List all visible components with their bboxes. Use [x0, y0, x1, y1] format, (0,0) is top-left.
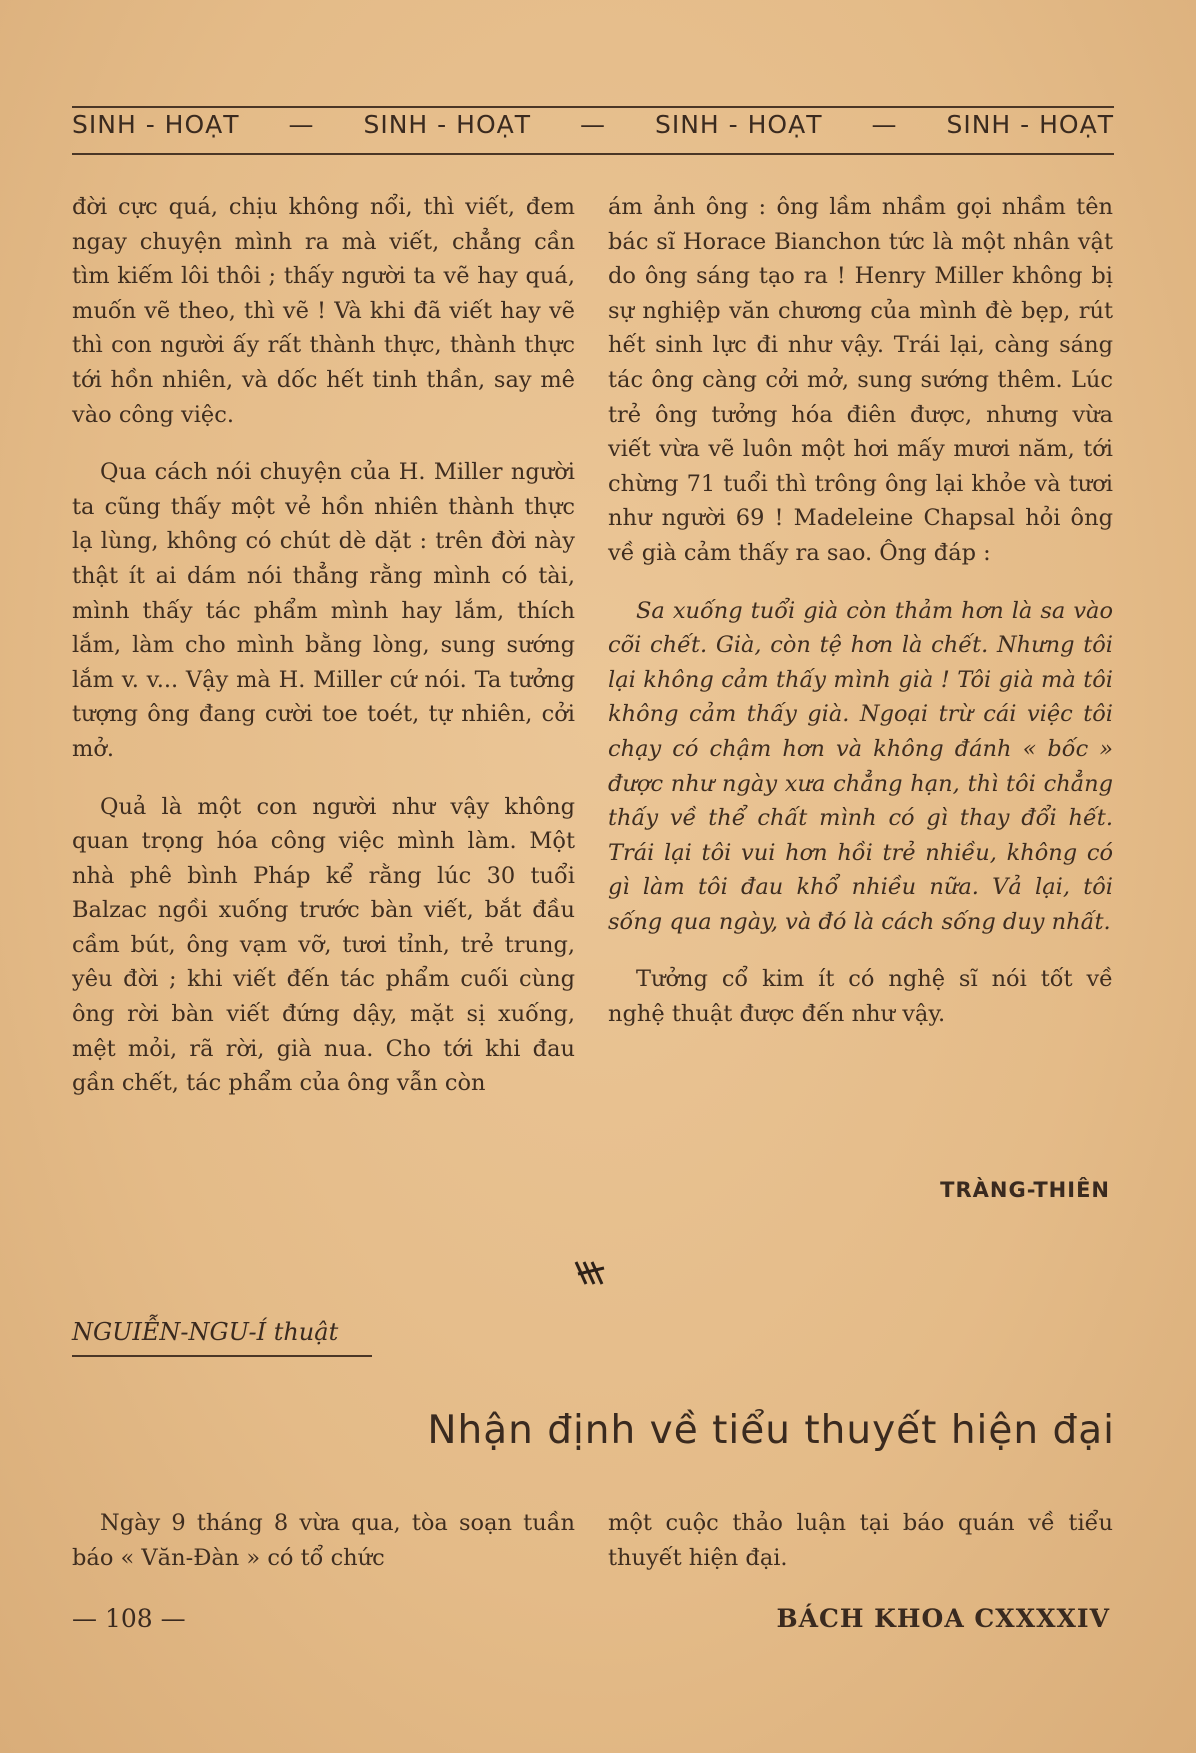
page-number: — 108 — [72, 1604, 186, 1633]
article-title: Nhận định về tiểu thuyết hiện đại [427, 1408, 1115, 1453]
paragraph: đời cực quá, chịu không nổi, thì viết, đem ngay chuyện mình ra mà viết, chẳng cần tìm kiếm lôi thôi ; thấy người ta vẽ hay quá, muốn vẽ theo, thì vẽ ! Và khi đã viết hay vẽ thì con người ấy rất thành thực, thành thực tới hồn nhiên, và dốc hết tinh thần, say mê vào công việc. [72, 194, 575, 428]
author-signature: TRÀNG-THIÊN [940, 1178, 1110, 1202]
paragraph: một cuộc thảo luận tại báo quán về tiểu thuyết hiện đại. [608, 1510, 1113, 1571]
header-item: SINH - HOẠT [946, 110, 1114, 139]
paragraph: Quả là một con người như vậy không quan trọng hóa công việc mình làm. Một nhà phê bình Pháp kể rằng lúc 30 tuổi Balzac ngồi xuống trước bàn viết, bắt đầu cầm bút, ông vạm vỡ, tươi tỉnh, trẻ trung, yêu đời ; khi viết đến tác phẩm cuối cùng ông rời bàn viết đứng dậy, mặt sị xuống, mệt mỏi, rã rời, già nua. Cho tới khi đau gần chết, tác phẩm của ông vẫn còn [72, 793, 575, 1097]
header-item: SINH - HOẠT [363, 110, 531, 139]
header-rule-top [72, 106, 1114, 108]
paragraph: Ngày 9 tháng 8 vừa qua, tòa soạn tuần báo « Văn-Đàn » có tổ chức [72, 1510, 575, 1571]
left-column [72, 190, 575, 1124]
paragraph: Qua cách nói chuyện của H. Miller người ta cũng thấy một vẻ hồn nhiên thành thực lạ lùng, không có chút dè dặt : trên đời này thật ít ai dám nói thẳng rằng mình có tài, mình thấy tác phẩm mình hay lắm, thích lắm, làm cho mình bằng lòng, sung sướng lắm v. v... Vậy mà H. Miller cứ nói. Ta tưởng tượng ông đang cười toe toét, tự nhiên, cởi mở. [72, 459, 575, 762]
magazine-issue: BÁCH KHOA CXXXXIV [776, 1604, 1110, 1633]
running-header [72, 110, 1114, 139]
section-divider-ornament-icon [574, 1258, 606, 1288]
paragraph: Tưởng cổ kim ít có nghệ sĩ nói tốt về nghệ thuật được đến như vậy. [608, 966, 1113, 1028]
right-column [608, 190, 1113, 1055]
section-author-label: NGUIỄN-NGU-Í thuật [72, 1318, 339, 1346]
intro-right-column [608, 1506, 1113, 1575]
header-separator: — [579, 110, 606, 139]
intro-left-column [72, 1506, 575, 1575]
quote-paragraph: Sa xuống tuổi già còn thảm hơn là sa vào cõi chết. Già, còn tệ hơn là chết. Nhưng tôi lại không cảm thấy mình già ! Tôi già mà tôi không cảm thấy già. Ngoại trừ cái việc tôi chạy có chậm hơn và không đánh « bốc » được như ngày xưa chẳng hạn, thì tôi chẳng thấy về thể chất mình có gì thay đổi hết. Trái lại tôi vui hơn hồi trẻ nhiều, không có gì làm tôi đau khổ nhiều nữa. Vả lại, tôi sống qua ngày, và đó là cách sống duy nhất. [608, 597, 1113, 935]
paragraph: ám ảnh ông : ông lầm nhầm gọi nhầm tên bác sĩ Horace Bianchon tức là một nhân vật do ông sáng tạo ra ! Henry Miller không bị sự nghiệp văn chương của mình đè bẹp, rút hết sinh lực đi như vậy. Trái lại, càng sáng tác ông càng cởi mở, sung sướng thêm. Lúc trẻ ông tưởng hóa điên được, nhưng vừa viết vừa vẽ luôn một hơi mấy mươi năm, tới chừng 71 tuổi thì trông ông lại khỏe và tươi như người 69 ! Madeleine Chapsal hỏi ông về già cảm thấy ra sao. Ông đáp : [608, 194, 1113, 566]
header-item: SINH - HOẠT [654, 110, 823, 139]
header-item: SINH - HOẠT [72, 110, 240, 139]
header-separator: — [288, 110, 315, 139]
header-separator: — [871, 110, 898, 139]
section-rule [72, 1355, 372, 1357]
header-rule-bottom [72, 153, 1114, 155]
